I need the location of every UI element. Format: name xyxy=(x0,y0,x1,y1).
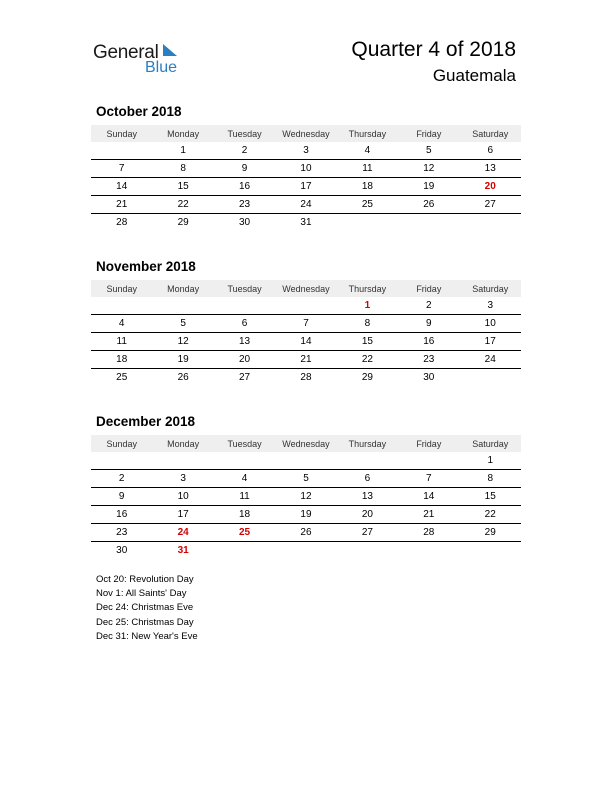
day-cell: 21 xyxy=(116,199,128,210)
week-row xyxy=(91,315,521,333)
holiday-note: Dec 31: New Year's Eve xyxy=(96,630,198,642)
day-cell: 5 xyxy=(303,473,309,484)
day-cell: 14 xyxy=(423,491,435,502)
day-cell: 3 xyxy=(487,300,494,311)
day-cell: 30 xyxy=(116,545,128,556)
week-row xyxy=(91,178,521,196)
day-cell: 9 xyxy=(426,318,432,329)
page-title: Quarter 4 of 2018 xyxy=(351,38,516,61)
day-cell: 9 xyxy=(118,491,125,502)
holiday-day-cell: 25 xyxy=(238,527,251,538)
weekday-label: Tuesday xyxy=(227,438,262,449)
generalblue-logo xyxy=(93,40,193,80)
day-cell: 20 xyxy=(238,354,251,365)
weekday-header-row xyxy=(91,125,521,142)
day-cell: 27 xyxy=(238,372,251,383)
weekday-label: Thursday xyxy=(348,438,387,449)
day-cell: 21 xyxy=(423,509,435,520)
day-cell: 24 xyxy=(484,354,496,365)
day-cell: 10 xyxy=(177,491,189,502)
weekday-label: Wednesday xyxy=(282,438,330,449)
month-weeks xyxy=(91,297,521,386)
weekday-header-row xyxy=(91,280,521,297)
weekday-header-row xyxy=(91,435,521,452)
day-cell: 1 xyxy=(487,455,494,466)
weekday-label: Tuesday xyxy=(227,283,262,294)
week-row xyxy=(91,506,521,524)
day-cell: 16 xyxy=(116,509,128,520)
day-cell: 28 xyxy=(423,527,435,538)
country-name: Guatemala xyxy=(432,66,516,85)
day-cell: 19 xyxy=(177,354,189,365)
week-row xyxy=(91,524,521,542)
day-cell: 9 xyxy=(241,163,248,174)
day-cell: 19 xyxy=(300,509,312,520)
holiday-note: Oct 20: Revolution Day xyxy=(96,574,194,585)
weekday-label: Monday xyxy=(167,128,200,139)
day-cell: 19 xyxy=(423,181,435,192)
weekday-label: Thursday xyxy=(348,128,387,139)
weekday-label: Monday xyxy=(167,283,200,294)
weekday-label: Saturday xyxy=(472,283,509,294)
weekday-label: Friday xyxy=(416,283,442,294)
day-cell: 15 xyxy=(177,181,189,192)
month-title: December 2018 xyxy=(96,414,196,429)
logo-text-general: General xyxy=(93,42,159,63)
day-cell: 4 xyxy=(241,473,248,484)
day-cell: 10 xyxy=(300,163,312,174)
week-row xyxy=(91,351,521,369)
day-cell: 13 xyxy=(238,336,251,347)
day-cell: 26 xyxy=(177,372,189,383)
day-cell: 23 xyxy=(238,199,251,210)
day-cell: 16 xyxy=(423,336,435,347)
weekday-label: Wednesday xyxy=(282,128,330,139)
weekday-label: Thursday xyxy=(348,283,387,294)
week-row xyxy=(91,369,521,386)
weekday-label: Friday xyxy=(416,128,442,139)
week-row xyxy=(91,297,521,315)
month-calendar-october xyxy=(91,104,521,231)
holiday-day-cell: 1 xyxy=(364,300,371,311)
day-cell: 26 xyxy=(300,527,312,538)
day-cell: 8 xyxy=(364,318,371,329)
month-calendar-december xyxy=(91,414,521,559)
day-cell: 22 xyxy=(361,354,373,365)
holiday-notes xyxy=(96,573,198,644)
day-cell: 14 xyxy=(116,181,128,192)
weekday-label: Friday xyxy=(416,438,442,449)
day-cell: 23 xyxy=(423,354,435,365)
day-cell: 13 xyxy=(484,163,496,174)
day-cell: 13 xyxy=(361,491,373,502)
day-cell: 22 xyxy=(177,199,189,210)
day-cell: 12 xyxy=(423,163,435,174)
month-title: October 2018 xyxy=(96,104,182,119)
day-cell: 7 xyxy=(118,163,125,174)
logo-text-blue: Blue xyxy=(145,59,178,76)
day-cell: 20 xyxy=(361,509,373,520)
day-cell: 25 xyxy=(361,199,373,210)
day-cell: 30 xyxy=(238,217,251,228)
day-cell: 4 xyxy=(364,145,371,156)
day-cell: 6 xyxy=(487,145,494,156)
logo-triangle-icon xyxy=(163,44,177,56)
day-cell: 7 xyxy=(426,473,432,484)
day-cell: 6 xyxy=(241,318,248,329)
day-cell: 2 xyxy=(426,300,432,311)
day-cell: 18 xyxy=(116,354,128,365)
week-row xyxy=(91,160,521,178)
day-cell: 5 xyxy=(180,318,186,329)
day-cell: 23 xyxy=(116,527,128,538)
day-cell: 25 xyxy=(116,372,128,383)
day-cell: 14 xyxy=(300,336,312,347)
day-cell: 11 xyxy=(239,491,250,502)
week-row xyxy=(91,214,521,231)
day-cell: 22 xyxy=(484,509,496,520)
week-row xyxy=(91,142,521,160)
day-cell: 15 xyxy=(484,491,496,502)
day-cell: 7 xyxy=(303,318,309,329)
day-cell: 31 xyxy=(300,217,312,228)
day-cell: 29 xyxy=(177,217,189,228)
holiday-note: Dec 24: Christmas Eve xyxy=(96,602,194,614)
month-weeks xyxy=(91,142,521,231)
day-cell: 11 xyxy=(362,163,373,174)
holiday-day-cell: 24 xyxy=(177,527,189,538)
weekday-label: Tuesday xyxy=(227,128,262,139)
weekday-label: Saturday xyxy=(472,438,509,449)
day-cell: 8 xyxy=(180,163,186,174)
weekday-label: Sunday xyxy=(106,128,137,139)
day-cell: 12 xyxy=(177,336,189,347)
day-cell: 2 xyxy=(118,473,125,484)
day-cell: 28 xyxy=(116,217,128,228)
day-cell: 5 xyxy=(426,145,432,156)
weekday-label: Wednesday xyxy=(282,283,330,294)
week-row xyxy=(91,488,521,506)
week-row xyxy=(91,452,521,470)
week-row xyxy=(91,196,521,214)
day-cell: 4 xyxy=(118,318,125,329)
month-weeks xyxy=(91,452,521,559)
day-cell: 17 xyxy=(177,509,189,520)
day-cell: 17 xyxy=(484,336,496,347)
day-cell: 1 xyxy=(180,145,186,156)
weekday-label: Saturday xyxy=(472,128,509,139)
day-cell: 18 xyxy=(238,509,251,520)
day-cell: 2 xyxy=(241,145,248,156)
week-row xyxy=(91,333,521,351)
day-cell: 27 xyxy=(361,527,373,538)
day-cell: 18 xyxy=(361,181,373,192)
day-cell: 26 xyxy=(423,199,435,210)
day-cell: 21 xyxy=(300,354,312,365)
day-cell: 27 xyxy=(484,199,496,210)
day-cell: 11 xyxy=(116,336,127,347)
day-cell: 15 xyxy=(361,336,373,347)
day-cell: 30 xyxy=(423,372,435,383)
week-row xyxy=(91,542,521,559)
month-title: November 2018 xyxy=(96,259,196,274)
day-cell: 28 xyxy=(300,372,312,383)
holiday-day-cell: 31 xyxy=(177,545,189,556)
day-cell: 29 xyxy=(484,527,496,538)
holiday-day-cell: 20 xyxy=(484,181,496,192)
weekday-label: Monday xyxy=(167,438,200,449)
day-cell: 3 xyxy=(303,145,309,156)
day-cell: 24 xyxy=(300,199,312,210)
week-row xyxy=(91,470,521,488)
day-cell: 10 xyxy=(484,318,496,329)
day-cell: 8 xyxy=(487,473,494,484)
holiday-note: Dec 25: Christmas Day xyxy=(96,616,194,628)
weekday-label: Sunday xyxy=(106,438,137,449)
day-cell: 12 xyxy=(300,491,312,502)
month-calendar-november xyxy=(91,259,521,386)
day-cell: 17 xyxy=(300,181,312,192)
holiday-note: Nov 1: All Saints' Day xyxy=(96,588,187,600)
weekday-label: Sunday xyxy=(106,283,137,294)
day-cell: 16 xyxy=(238,181,251,192)
day-cell: 3 xyxy=(180,473,186,484)
day-cell: 6 xyxy=(364,473,371,484)
day-cell: 29 xyxy=(361,372,373,383)
